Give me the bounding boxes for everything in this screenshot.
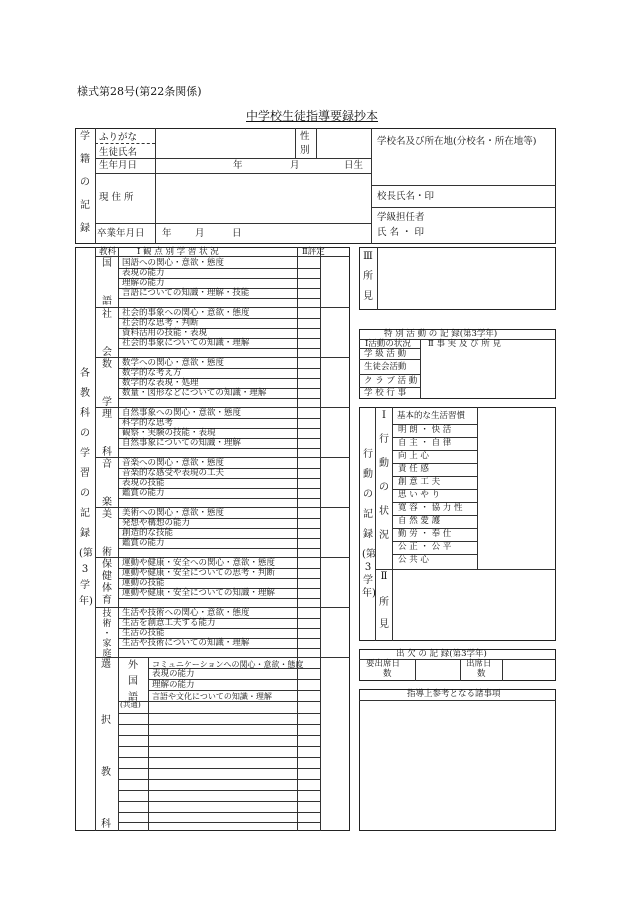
special-activities-title: 特 別 活 動 の 記 録(第3学年) — [384, 329, 498, 339]
sex-label: 性 — [300, 131, 310, 142]
attendance-title: 出 欠 の 記 録(第3学年) — [396, 649, 487, 659]
furigana-label: ふりがな — [99, 132, 138, 143]
elective-subjects-label: 選 択 教 科 — [101, 659, 111, 830]
birthdate-label: 生年月日 — [99, 160, 138, 171]
subjects-side-label: 各 教 科 の 学 習 の 記 録 (第 3 学 年) — [79, 368, 93, 607]
subjects-section — [75, 247, 350, 831]
required-attendance-label: 要出席日 — [366, 659, 401, 669]
form-number: 様式第28号(第22条関係) — [77, 85, 202, 98]
foreign-language-label: 外 国 語 — [128, 660, 138, 703]
subject-japanese-label: 国 語 — [102, 258, 112, 307]
subject-social-label: 社 会 — [102, 309, 112, 358]
registry-side-label: 学 籍 の 記 録 — [80, 131, 90, 234]
graduation-date-label: 卒業年月日 — [97, 228, 145, 239]
principal-label: 校長氏名・印 — [377, 191, 435, 202]
subject-column-header: 教科 — [99, 247, 117, 257]
behavior-status-label: Ⅰ 行 動 の 状 況 — [379, 410, 389, 541]
behavior-header: 基本的な生活習慣 — [397, 411, 466, 421]
reference-title: 指導上参考となる諸事項 — [407, 689, 501, 699]
school-name-label: 学校名及び所在地(分校名・所在地等) — [377, 136, 537, 147]
homeroom-teacher-label: 学級担任者 — [377, 212, 425, 223]
opinion-box — [359, 247, 556, 310]
form-title: 中学校生徒指導要録抄本 — [246, 109, 379, 123]
subject-pe-label: 保 健 体 育 — [102, 559, 112, 606]
subject-music-label: 音 楽 — [102, 459, 112, 508]
attendance-days-label: 出席日 — [466, 659, 492, 669]
subject-tech-home-label: 技 術 ・ 家 庭 — [102, 609, 112, 659]
foreign-common-note: (共通) — [120, 700, 141, 709]
subject-science-label: 理 科 — [102, 409, 112, 458]
subject-art-label: 美 術 — [102, 509, 112, 558]
reference-box — [359, 689, 556, 831]
subject-math-label: 数 学 — [102, 359, 112, 408]
rating-column-header: Ⅱ評定 — [302, 247, 325, 257]
behavior-side-label: 行 動 の 記 録 (第 3 学 年) — [362, 449, 376, 599]
viewpoint-column-header: Ⅰ 観 点 別 学 習 状 況 — [137, 247, 219, 257]
opinion-label: Ⅲ 所 見 — [363, 251, 373, 302]
student-name-label: 生徒氏名 — [99, 147, 138, 158]
behavior-opinion-label: Ⅱ 所 見 — [379, 571, 389, 630]
address-label: 現 住 所 — [99, 192, 134, 203]
